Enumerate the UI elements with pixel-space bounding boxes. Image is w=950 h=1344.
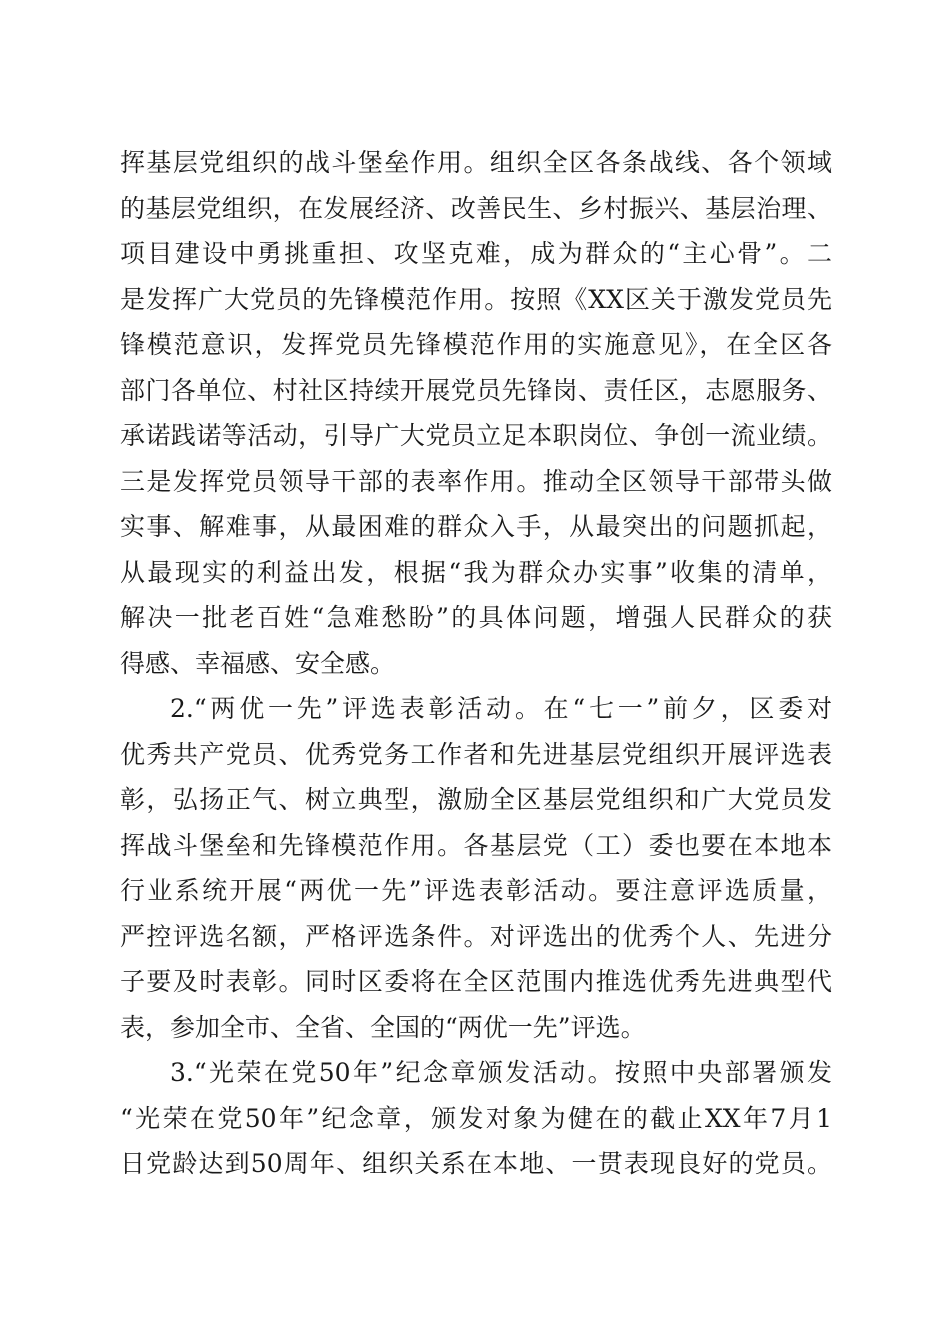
text-line: 得感、幸福感、安全感。 [120,648,396,678]
text-line: 是发挥广大党员的先锋模范作用。按照《XX区关于激发党员先 [120,284,832,314]
text-line: 日党龄达到50周年、组织关系在本地、一贯表现良好的党员。 [120,1149,832,1178]
text-line: 子要及时表彰。同时区委将在全区范围内推选优秀先进典型代 [120,967,832,996]
text-line: 承诺践诺等活动，引导广大党员立足本职岗位、争创一流业绩。 [120,421,832,450]
text-line: 挥战斗堡垒和先锋模范作用。各基层党（工）委也要在本地本 [120,830,832,860]
text-line: 挥基层党组织的战斗堡垒作用。组织全区各条战线、各个领域 [120,148,832,177]
text-line: 从最现实的利益出发，根据“我为群众办实事”收集的清单， [120,557,832,587]
text-line: 的基层党组织，在发展经济、改善民生、乡村振兴、基层治理、 [120,193,832,223]
text-line: 项目建设中勇挑重担、攻坚克难，成为群众的“主心骨”。二 [120,239,832,268]
text-line: 优秀共产党员、优秀党务工作者和先进基层党组织开展评选表 [120,739,832,769]
text-line: 实事、解难事，从最困难的群众入手，从最突出的问题抓起， [120,512,832,541]
paragraph-heading-line: 3.“光荣在党50年”纪念章颁发活动。按照中央部署颁发 [170,1058,832,1087]
text-line: “光荣在党50年”纪念章，颁发对象为健在的截止XX年7月1 [120,1103,832,1133]
text-line: 锋模范意识，发挥党员先锋模范作用的实施意见》，在全区各 [120,330,832,359]
text-line: 三是发挥党员领导干部的表率作用。推动全区领导干部带头做 [120,466,832,496]
document-body [120,140,832,1187]
text-line: 严控评选名额，严格评选条件。对评选出的优秀个人、先进分 [120,921,832,951]
text-line: 部门各单位、村社区持续开展党员先锋岗、责任区，志愿服务、 [120,375,832,405]
text-line: 解决一批老百姓“急难愁盼”的具体问题，增强人民群众的获 [120,603,832,632]
paragraph-heading-line: 2.“两优一先”评选表彰活动。在“七一”前夕，区委对 [170,694,832,723]
text-line: 彰，弘扬正气、树立典型，激励全区基层党组织和广大党员发 [120,785,832,814]
text-line: 表，参加全市、全省、全国的“两优一先”评选。 [120,1012,646,1042]
text-line: 行业系统开展“两优一先”评选表彰活动。要注意评选质量， [120,876,832,905]
